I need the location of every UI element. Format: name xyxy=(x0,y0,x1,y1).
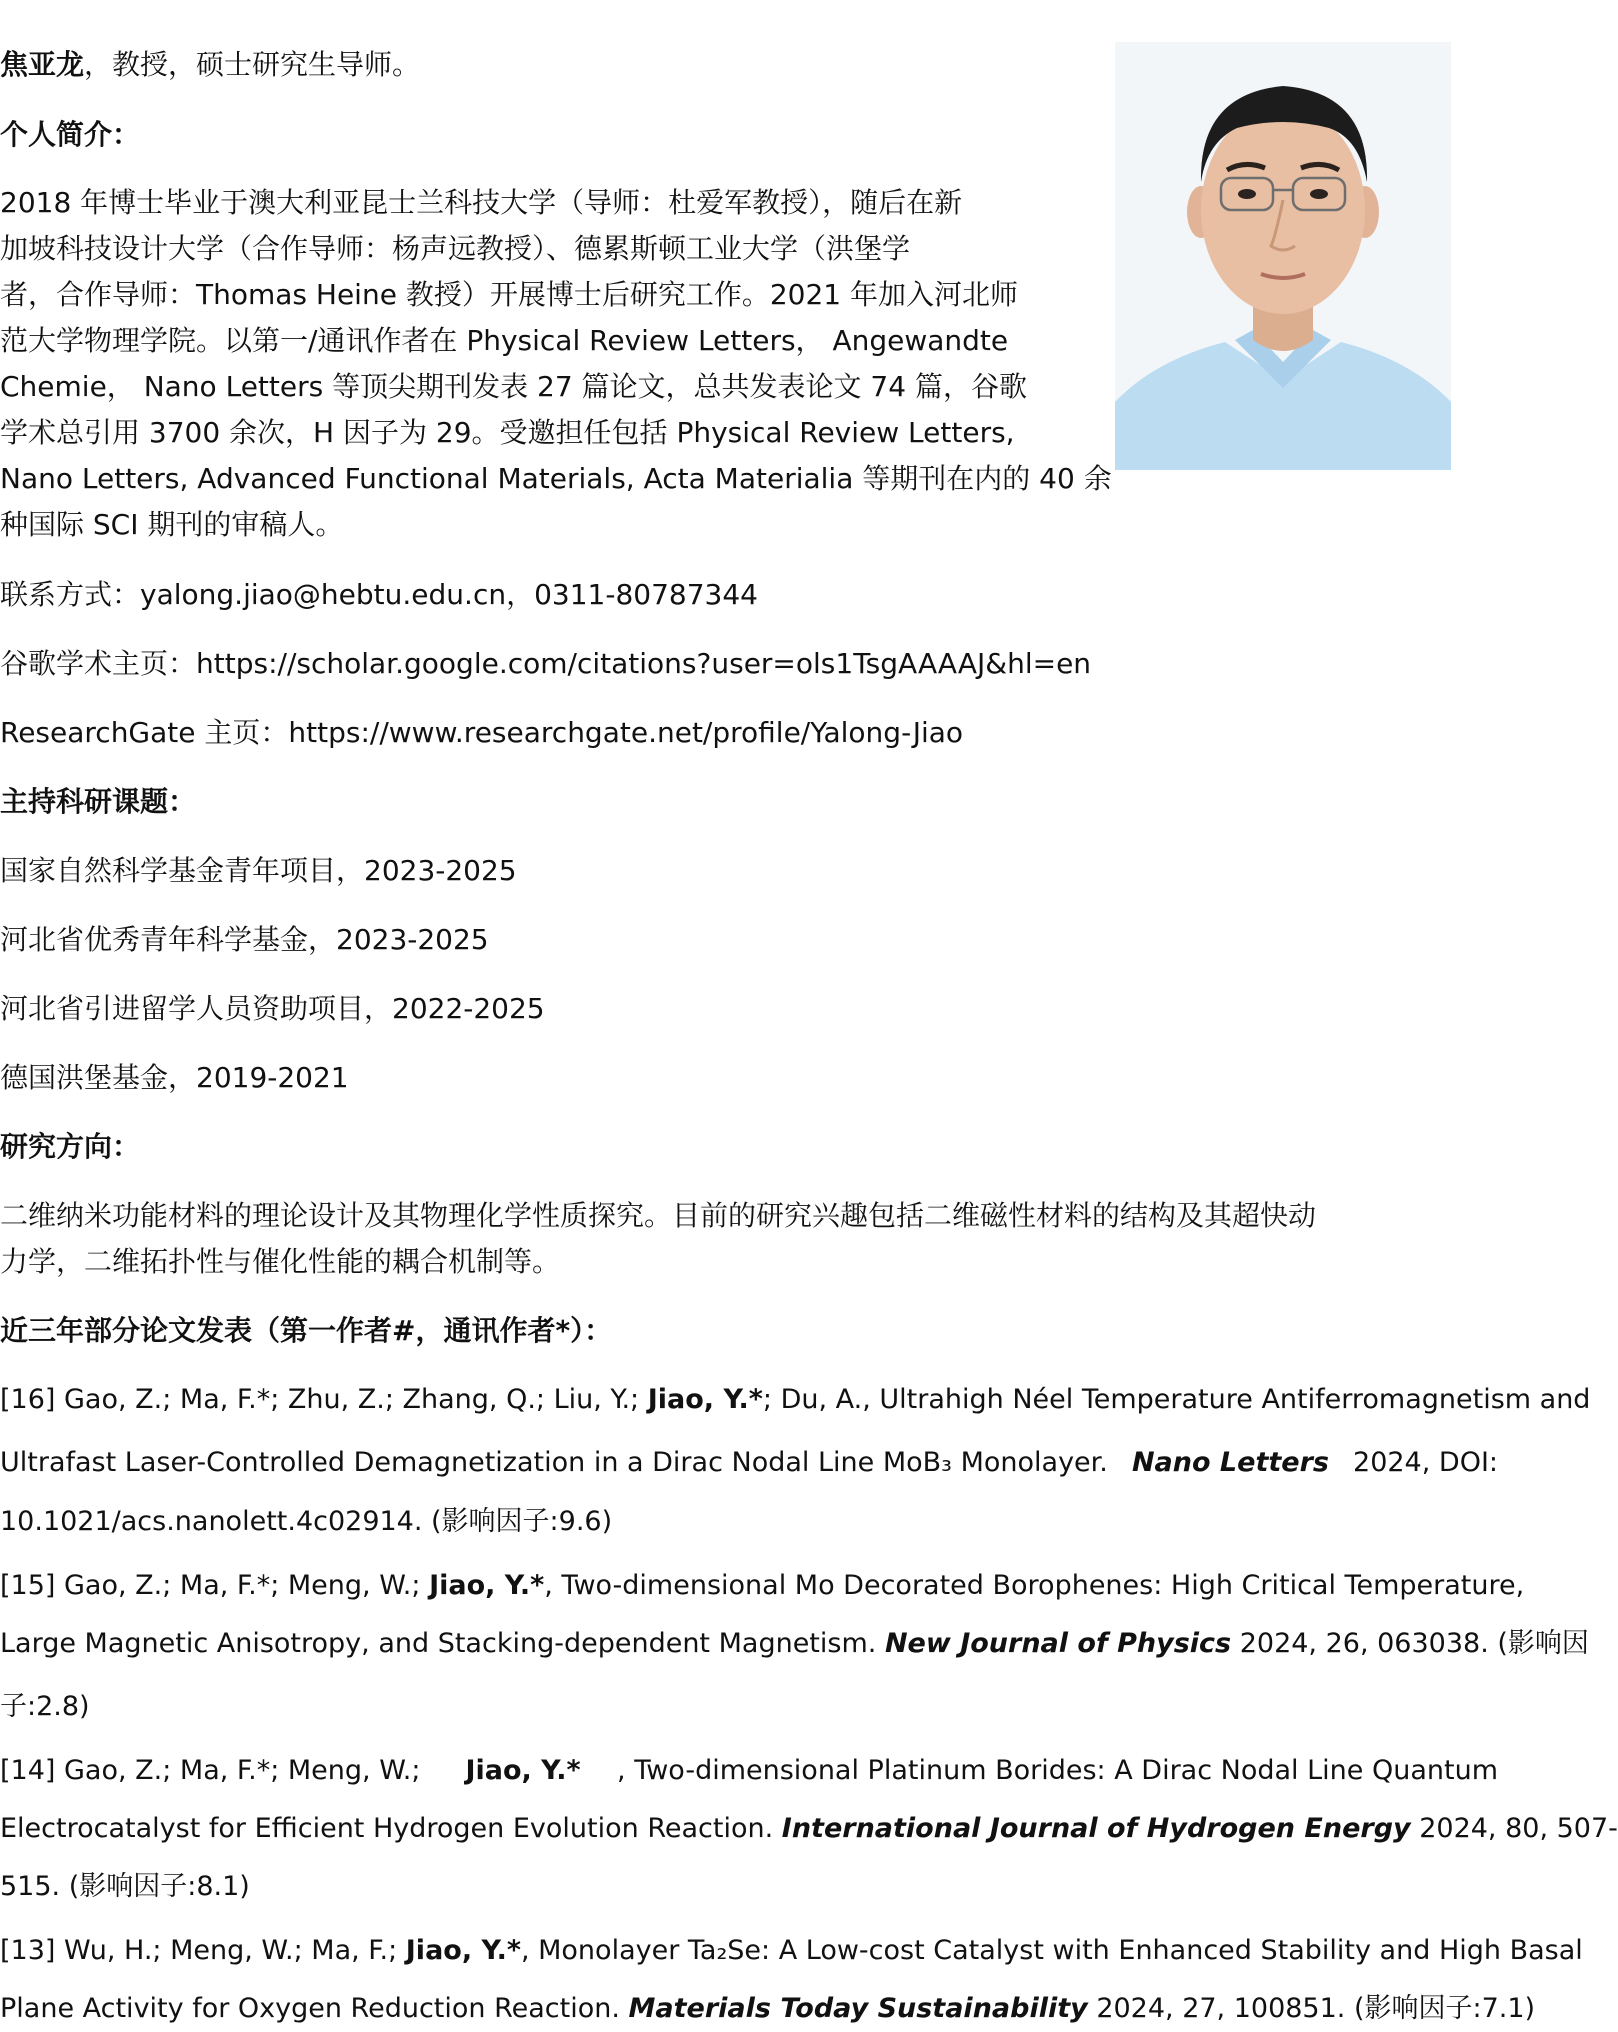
pub-15-line2 xyxy=(0,1621,1589,1667)
researchgate-line xyxy=(0,710,963,756)
intro-line: 者，合作导师：Thomas Heine 教授）开展博士后研究工作。2021 年加入河北师 xyxy=(0,278,1018,311)
projects-heading: 主持科研课题： xyxy=(0,785,197,818)
pub-14-corresponding: Jiao, Y.* xyxy=(465,1755,581,1786)
project-item: 河北省引进留学人员资助项目，2022-2025 xyxy=(0,992,545,1025)
research-line: 力学，二维拓扑性与催化性能的耦合机制等。 xyxy=(0,1245,561,1278)
intro-heading: 个人简介： xyxy=(0,118,141,151)
pub-13-line2 xyxy=(0,1986,1535,2032)
pub-15-journal: New Journal of Physics xyxy=(884,1628,1232,1659)
pub-14-year: 2024, 80, 507- xyxy=(1410,1813,1618,1844)
pub-14-line3: 515. (影响因子:8.1) xyxy=(0,1871,250,1902)
person-name: 焦亚龙 xyxy=(0,48,85,81)
pub-16-corresponding: Jiao, Y.* xyxy=(647,1384,763,1415)
face xyxy=(1201,106,1365,314)
pub-13-journal: Materials Today Sustainability xyxy=(628,1993,1088,2024)
portrait-photo xyxy=(1115,42,1451,470)
research-heading: 研究方向： xyxy=(0,1130,141,1163)
pub-16-title-end: Ultrafast Laser-Controlled Demagnetization in a Dirac Nodal Line MoB₃ Monolayer. xyxy=(0,1447,1117,1478)
intro-line: 加坡科技设计大学（合作导师：杨声远教授）、德累斯顿工业大学（洪堡学 xyxy=(0,232,911,265)
scholar-line xyxy=(0,641,1091,687)
pub-15-corresponding: Jiao, Y.* xyxy=(429,1570,545,1601)
pub-16-line3: 10.1021/acs.nanolett.4c02914. (影响因子:9.6) xyxy=(0,1506,613,1537)
person-title: ，教授，硕士研究生导师。 xyxy=(84,48,421,81)
contact-label: 联系方式： xyxy=(0,578,141,611)
pub-13-title-start: , Monolayer Ta₂Se: A Low-cost Catalyst with Enhanced Stability and High Basal xyxy=(520,1935,1583,1966)
pub-15-title-start: , Two-dimensional Mo Decorated Borophenes: High Critical Temperature, xyxy=(544,1570,1525,1601)
pub-16-line2 xyxy=(0,1440,1498,1486)
pub-14-title-start: , Two-dimensional Platinum Borides: A Dirac Nodal Line Quantum xyxy=(617,1755,1498,1786)
project-item: 国家自然科学基金青年项目，2023-2025 xyxy=(0,854,517,887)
pub-13-corresponding: Jiao, Y.* xyxy=(405,1935,521,1966)
right-eye xyxy=(1310,189,1328,199)
intro-line: Nano Letters, Advanced Functional Materials, Acta Materialia 等期刊在内的 40 余 xyxy=(0,462,1112,495)
pub-15-year: 2024, 26, 063038. (影响因 xyxy=(1231,1628,1589,1659)
intro-line: 学术总引用 3700 余次，H 因子为 29。受邀担任包括 Physical Review Letters, xyxy=(0,416,1015,449)
scholar-label: 谷歌学术主页： xyxy=(0,647,197,680)
contact-line xyxy=(0,572,758,618)
pub-16-line1 xyxy=(0,1377,1590,1423)
project-item: 德国洪堡基金，2019-2021 xyxy=(0,1061,349,1094)
pub-16-year: 2024, DOI: xyxy=(1344,1447,1498,1478)
pub-16-title-start: ; Du, A., Ultrahigh Néel Temperature Antiferromagnetism and xyxy=(762,1384,1591,1415)
pub-13-year: 2024, 27, 100851. (影响因子:7.1) xyxy=(1087,1993,1536,2024)
pub-16-authors: [16] Gao, Z.; Ma, F.*; Zhu, Z.; Zhang, Q.; Liu, Y.; xyxy=(0,1384,648,1415)
intro-line: 2018 年博士毕业于澳大利亚昆士兰科技大学（导师：杜爱军教授），随后在新 xyxy=(0,186,963,219)
left-eye xyxy=(1238,189,1256,199)
project-item: 河北省优秀青年科学基金，2023-2025 xyxy=(0,923,489,956)
pub-14-journal: International Journal of Hydrogen Energy xyxy=(781,1813,1411,1844)
intro-line: 范大学物理学院。以第一/通讯作者在 Physical Review Letters， Angewandte xyxy=(0,324,1009,357)
intro-line: Chemie， Nano Letters 等顶尖期刊发表 27 篇论文，总共发表论文 74 篇，谷歌 xyxy=(0,370,1027,403)
researchgate-link[interactable]: https://www.researchgate.net/profile/Yalong-Jiao xyxy=(288,716,964,749)
researchgate-label: ResearchGate 主页： xyxy=(0,716,289,749)
pub-13-title-end: Plane Activity for Oxygen Reduction Reaction. xyxy=(0,1993,629,2024)
portrait-illustration xyxy=(1115,42,1451,470)
pub-14-line2 xyxy=(0,1806,1618,1852)
pub-16-journal: Nano Letters xyxy=(1131,1447,1329,1478)
pub-15-line1 xyxy=(0,1563,1524,1609)
pub-13-authors: [13] Wu, H.; Meng, W.; Ma, F.; xyxy=(0,1935,406,1966)
scholar-link[interactable]: https://scholar.google.com/citations?user=ols1TsgAAAAJ&hl=en xyxy=(196,647,1092,680)
pub-14-authors: [14] Gao, Z.; Ma, F.*; Meng, W.; xyxy=(0,1755,430,1786)
pub-15-title-end: Large Magnetic Anisotropy, and Stacking-dependent Magnetism. xyxy=(0,1628,885,1659)
research-line: 二维纳米功能材料的理论设计及其物理化学性质探究。目前的研究兴趣包括二维磁性材料的结构及其超快动 xyxy=(0,1199,1317,1232)
pub-13-line1 xyxy=(0,1928,1583,1974)
pub-15-line3: 子:2.8) xyxy=(0,1691,90,1722)
contact-value[interactable]: yalong.jiao@hebtu.edu.cn，0311-80787344 xyxy=(140,578,758,611)
publications-heading: 近三年部分论文发表（第一作者#，通讯作者*）： xyxy=(0,1314,613,1347)
pub-14-line1 xyxy=(0,1748,1498,1794)
intro-line: 种国际 SCI 期刊的审稿人。 xyxy=(0,508,344,541)
pub-14-title-end: Electrocatalyst for Efficient Hydrogen Evolution Reaction. xyxy=(0,1813,782,1844)
pub-15-authors: [15] Gao, Z.; Ma, F.*; Meng, W.; xyxy=(0,1570,430,1601)
profile-header xyxy=(0,42,420,88)
